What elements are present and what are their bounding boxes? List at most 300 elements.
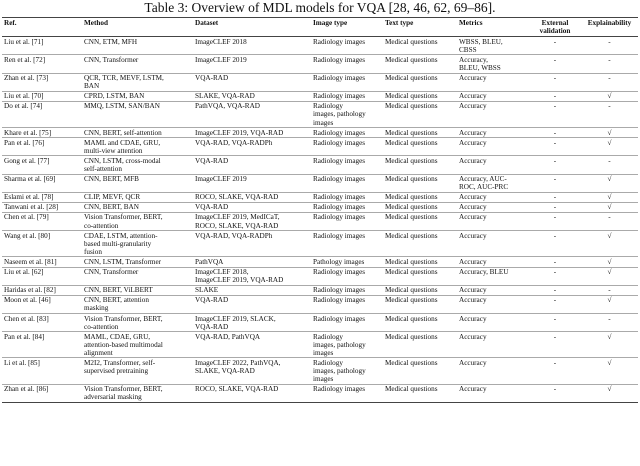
dataset-cell <box>193 91 311 101</box>
method-cell <box>82 267 193 285</box>
explainability-cell: - <box>581 156 638 174</box>
method-cell <box>82 314 193 332</box>
method-cell-line: BAN <box>84 82 100 91</box>
method-cell-line: CPRD, LSTM, BAN <box>84 92 145 101</box>
text-type-cell: Medical questions <box>383 101 457 127</box>
image-type-cell <box>311 101 383 127</box>
table-row <box>2 202 638 212</box>
text-type-cell: Medical questions <box>383 267 457 285</box>
image-type-cell <box>311 295 383 313</box>
image-type-cell-line: Radiology images <box>313 296 366 305</box>
method-cell-line: MMQ, LSTM, SAN/BAN <box>84 102 160 111</box>
dataset-cell <box>193 73 311 91</box>
table-row <box>2 295 638 313</box>
method-cell <box>82 156 193 174</box>
method-cell <box>82 55 193 73</box>
metrics-cell-line: ROC, AUC-PRC <box>459 183 509 192</box>
dataset-cell <box>193 314 311 332</box>
image-type-cell <box>311 358 383 384</box>
image-type-cell <box>311 384 383 402</box>
metrics-cell-line: Accuracy <box>459 128 487 137</box>
table-row <box>2 101 638 127</box>
explainability-cell: √ <box>581 384 638 402</box>
method-cell <box>82 202 193 212</box>
external-validation-cell: - <box>529 192 581 202</box>
text-type-cell: Medical questions <box>383 314 457 332</box>
text-type-cell: Medical questions <box>383 257 457 267</box>
method-cell-line: supervised pretraining <box>84 367 149 376</box>
table-row <box>2 332 638 358</box>
method-cell-line: MAML, CDAE, GRU, <box>84 332 151 341</box>
image-type-cell-line: Radiology <box>313 358 343 367</box>
explainability-cell: √ <box>581 138 638 156</box>
method-cell <box>82 257 193 267</box>
image-type-cell-line: Radiology images <box>313 314 366 323</box>
external-validation-cell: - <box>529 91 581 101</box>
metrics-cell <box>457 37 529 55</box>
metrics-cell <box>457 267 529 285</box>
ref-cell: Pan et al. [76] <box>2 138 82 156</box>
dataset-cell-line: VQA-RAD <box>195 322 229 331</box>
method-cell <box>82 37 193 55</box>
text-type-cell: Medical questions <box>383 332 457 358</box>
ref-cell: Naseem et al. [81] <box>2 257 82 267</box>
image-type-cell-line: Radiology images <box>313 268 366 277</box>
dataset-cell-line: VQA-RAD, PathVQA <box>195 332 261 341</box>
external-validation-cell: - <box>529 314 581 332</box>
external-validation-cell: - <box>529 156 581 174</box>
dataset-cell-line: VQA-RAD <box>195 203 229 212</box>
metrics-cell-line: Accuracy <box>459 193 487 202</box>
image-type-cell-line: Radiology <box>313 332 343 341</box>
table-row <box>2 257 638 267</box>
dataset-cell-line: ImageCLEF 2022, PathVQA, <box>195 358 281 367</box>
ref-cell: Tanwani et al. [28] <box>2 202 82 212</box>
dataset-cell <box>193 174 311 192</box>
header-explainability: Explainability <box>581 18 638 37</box>
text-type-cell: Medical questions <box>383 156 457 174</box>
method-cell-line: co-attention <box>84 221 119 230</box>
external-validation-cell: - <box>529 138 581 156</box>
external-validation-cell: - <box>529 358 581 384</box>
ref-cell: Wang et al. [80] <box>2 231 82 257</box>
table-row <box>2 128 638 138</box>
explainability-cell: √ <box>581 202 638 212</box>
header-image-type: Image type <box>311 18 383 37</box>
metrics-cell-line: Accuracy <box>459 203 487 212</box>
method-cell-line: MAML and CDAE, GRU, <box>84 138 161 147</box>
metrics-cell-line: Accuracy <box>459 332 487 341</box>
metrics-cell-line: Accuracy, <box>459 55 488 64</box>
dataset-cell <box>193 37 311 55</box>
table-caption: Table 3: Overview of MDL models for VQA [28, 46, 62, 69–86]. <box>144 0 496 15</box>
method-cell-line: co-attention <box>84 322 119 331</box>
image-type-cell <box>311 192 383 202</box>
image-type-cell-line: Radiology images <box>313 156 366 165</box>
table-row <box>2 37 638 55</box>
dataset-cell-line: VQA-RAD <box>195 296 229 305</box>
explainability-cell: - <box>581 101 638 127</box>
ref-cell: Pan et al. [84] <box>2 332 82 358</box>
image-type-cell-line: Radiology images <box>313 92 366 101</box>
method-cell-line: Vision Transformer, BERT, <box>84 213 163 222</box>
image-type-cell-line: images, pathology <box>313 340 366 349</box>
external-validation-cell: - <box>529 73 581 91</box>
ref-cell: Eslami et al. [78] <box>2 192 82 202</box>
dataset-cell <box>193 128 311 138</box>
external-validation-cell: - <box>529 101 581 127</box>
dataset-cell-line: VQA-RAD, VQA-RADPh <box>195 138 273 147</box>
method-cell <box>82 295 193 313</box>
table-row <box>2 267 638 285</box>
dataset-cell-line: ImageCLEF 2019, MedICaT, <box>195 213 280 222</box>
explainability-cell: √ <box>581 332 638 358</box>
image-type-cell <box>311 73 383 91</box>
image-type-cell <box>311 314 383 332</box>
ref-cell: Zhan et al. [86] <box>2 384 82 402</box>
metrics-cell-line: Accuracy <box>459 385 487 394</box>
ref-cell: Khare et al. [75] <box>2 128 82 138</box>
method-cell-line: CNN, ETM, MFH <box>84 37 138 46</box>
explainability-cell: √ <box>581 267 638 285</box>
table-body <box>2 37 638 403</box>
dataset-cell-line: ImageCLEF 2019, VQA-RAD <box>195 128 284 137</box>
external-validation-cell: - <box>529 37 581 55</box>
method-cell-line: Vision Transformer, BERT, <box>84 314 163 323</box>
image-type-cell-line: images <box>313 375 334 384</box>
method-cell-line: Vision Transformer, BERT, <box>84 385 163 394</box>
method-cell-line: masking <box>84 304 109 313</box>
header-ref: Ref. <box>2 18 82 37</box>
method-cell-line: fusion <box>84 247 102 256</box>
header-row <box>2 18 638 37</box>
explainability-cell: - <box>581 212 638 230</box>
method-cell-line: CNN, BERT, ViLBERT <box>84 286 153 295</box>
image-type-cell-line: Radiology images <box>313 37 366 46</box>
metrics-cell-line: Accuracy <box>459 74 487 83</box>
explainability-cell: √ <box>581 257 638 267</box>
table-row <box>2 384 638 402</box>
text-type-cell: Medical questions <box>383 358 457 384</box>
text-type-cell: Medical questions <box>383 73 457 91</box>
external-validation-cell: - <box>529 128 581 138</box>
table-row <box>2 358 638 384</box>
dataset-cell <box>193 358 311 384</box>
image-type-cell-line: Radiology images <box>313 128 366 137</box>
metrics-cell <box>457 101 529 127</box>
metrics-cell-line: Accuracy <box>459 231 487 240</box>
dataset-cell-line: ImageCLEF 2018, <box>195 268 249 277</box>
method-cell-line: attention-based multimodal <box>84 340 163 349</box>
dataset-cell <box>193 285 311 295</box>
method-cell-line: CNN, LSTM, cross-modal <box>84 156 161 165</box>
dataset-cell-line: PathVQA, VQA-RAD <box>195 102 260 111</box>
metrics-cell <box>457 314 529 332</box>
external-validation-cell: - <box>529 257 581 267</box>
metrics-cell-line: Accuracy <box>459 102 487 111</box>
header-metrics: Metrics <box>457 18 529 37</box>
text-type-cell: Medical questions <box>383 202 457 212</box>
image-type-cell-line: Radiology images <box>313 385 366 394</box>
explainability-cell: √ <box>581 192 638 202</box>
dataset-cell-line: ImageCLEF 2019, SLACK, <box>195 314 276 323</box>
image-type-cell-line: images <box>313 348 334 357</box>
dataset-cell <box>193 295 311 313</box>
metrics-cell-line: BLEU, WBSS <box>459 63 501 72</box>
metrics-cell <box>457 91 529 101</box>
metrics-cell <box>457 128 529 138</box>
table-row <box>2 91 638 101</box>
table-row <box>2 55 638 73</box>
dataset-cell <box>193 101 311 127</box>
metrics-cell-line: Accuracy <box>459 92 487 101</box>
table-row <box>2 285 638 295</box>
external-validation-cell: - <box>529 231 581 257</box>
method-cell <box>82 384 193 402</box>
method-cell <box>82 192 193 202</box>
external-validation-cell: - <box>529 384 581 402</box>
metrics-cell <box>457 285 529 295</box>
metrics-cell <box>457 174 529 192</box>
metrics-cell-line: WBSS, BLEU, <box>459 37 503 46</box>
metrics-cell-line: Accuracy, AUC- <box>459 175 507 184</box>
image-type-cell-line: Radiology images <box>313 74 366 83</box>
metrics-cell-line: Accuracy <box>459 358 487 367</box>
method-cell-line: based multi-granularity <box>84 239 152 248</box>
image-type-cell <box>311 332 383 358</box>
metrics-cell <box>457 384 529 402</box>
metrics-cell-line: Accuracy <box>459 257 487 266</box>
dataset-cell-line: ROCO, SLAKE, VQA-RAD <box>195 385 279 394</box>
dataset-cell <box>193 202 311 212</box>
dataset-cell-line: ROCO, SLAKE, VQA-RAD <box>195 221 279 230</box>
metrics-cell <box>457 212 529 230</box>
dataset-cell-line: SLAKE, VQA-RAD <box>195 367 255 376</box>
ref-cell: Liu et al. [71] <box>2 37 82 55</box>
image-type-cell-line: Radiology <box>313 102 343 111</box>
dataset-cell-line: ImageCLEF 2019 <box>195 55 247 64</box>
metrics-cell <box>457 138 529 156</box>
dataset-cell-line: SLAKE <box>195 286 219 295</box>
metrics-cell <box>457 257 529 267</box>
image-type-cell <box>311 202 383 212</box>
image-type-cell-line: Radiology images <box>313 138 366 147</box>
image-type-cell <box>311 231 383 257</box>
text-type-cell: Medical questions <box>383 91 457 101</box>
header-dataset: Dataset <box>193 18 311 37</box>
text-type-cell: Medical questions <box>383 285 457 295</box>
method-cell <box>82 212 193 230</box>
metrics-cell <box>457 192 529 202</box>
explainability-cell: √ <box>581 91 638 101</box>
dataset-cell-line: SLAKE, VQA-RAD <box>195 92 255 101</box>
text-type-cell: Medical questions <box>383 384 457 402</box>
header-external-validation <box>529 18 581 37</box>
text-type-cell: Medical questions <box>383 174 457 192</box>
external-validation-cell: - <box>529 55 581 73</box>
table-row <box>2 174 638 192</box>
ref-cell: Gong et al. [77] <box>2 156 82 174</box>
method-cell-line: alignment <box>84 348 113 357</box>
table-row <box>2 192 638 202</box>
image-type-cell-line: Radiology images <box>313 231 366 240</box>
method-cell-line: self-attention <box>84 165 122 173</box>
text-type-cell: Medical questions <box>383 231 457 257</box>
image-type-cell <box>311 174 383 192</box>
image-type-cell-line: Radiology images <box>313 175 366 184</box>
metrics-cell-line: Accuracy <box>459 138 487 147</box>
text-type-cell: Medical questions <box>383 138 457 156</box>
external-validation-cell: - <box>529 332 581 358</box>
image-type-cell <box>311 212 383 230</box>
explainability-cell: √ <box>581 174 638 192</box>
dataset-cell-line: ImageCLEF 2019 <box>195 175 247 184</box>
external-validation-cell: - <box>529 295 581 313</box>
dataset-cell-line: ROCO, SLAKE, VQA-RAD <box>195 193 279 202</box>
method-cell <box>82 138 193 156</box>
external-validation-cell: - <box>529 174 581 192</box>
ref-cell: Liu et al. [70] <box>2 91 82 101</box>
dataset-cell <box>193 267 311 285</box>
text-type-cell: Medical questions <box>383 192 457 202</box>
image-type-cell-line: images <box>313 118 334 127</box>
metrics-cell-line: CBSS <box>459 45 477 54</box>
method-cell <box>82 231 193 257</box>
explainability-cell: √ <box>581 295 638 313</box>
table-row <box>2 231 638 257</box>
metrics-cell <box>457 156 529 174</box>
method-cell <box>82 332 193 358</box>
dataset-cell <box>193 257 311 267</box>
method-cell-line: CNN, BERT, BAN <box>84 203 139 212</box>
text-type-cell: Medical questions <box>383 212 457 230</box>
table-row <box>2 156 638 174</box>
header-external-validation-line: validation <box>539 27 571 36</box>
method-cell <box>82 358 193 384</box>
metrics-cell <box>457 332 529 358</box>
method-cell <box>82 101 193 127</box>
image-type-cell-line: Radiology images <box>313 193 366 202</box>
dataset-cell <box>193 332 311 358</box>
method-cell-line: CDAE, LSTM, attention- <box>84 231 158 240</box>
text-type-cell: Medical questions <box>383 55 457 73</box>
method-cell <box>82 285 193 295</box>
text-type-cell: Medical questions <box>383 128 457 138</box>
image-type-cell <box>311 156 383 174</box>
metrics-cell <box>457 202 529 212</box>
image-type-cell <box>311 128 383 138</box>
ref-cell: Haridas et al. [82] <box>2 285 82 295</box>
dataset-cell-line: VQA-RAD, VQA-RADPh <box>195 231 273 240</box>
image-type-cell-line: images, pathology <box>313 367 366 376</box>
image-type-cell <box>311 138 383 156</box>
external-validation-cell: - <box>529 267 581 285</box>
metrics-cell <box>457 55 529 73</box>
dataset-cell-line: ImageCLEF 2018 <box>195 37 247 46</box>
method-cell-line: CLIP, MEVF, QCR <box>84 193 141 202</box>
dataset-cell <box>193 384 311 402</box>
table-row <box>2 212 638 230</box>
method-cell-line: CNN, Transformer <box>84 268 139 277</box>
method-cell <box>82 91 193 101</box>
metrics-cell <box>457 295 529 313</box>
dataset-cell-line: PathVQA <box>195 257 224 266</box>
method-cell-line: QCR, TCR, MEVF, LSTM, <box>84 74 164 83</box>
metrics-cell <box>457 358 529 384</box>
image-type-cell <box>311 267 383 285</box>
method-cell-line: multi-view attention <box>84 146 143 155</box>
dataset-cell <box>193 138 311 156</box>
image-type-cell-line: Radiology images <box>313 213 366 222</box>
explainability-cell: - <box>581 285 638 295</box>
dataset-cell <box>193 212 311 230</box>
metrics-cell-line: Accuracy <box>459 213 487 222</box>
dataset-cell-line: ImageCLEF 2019, VQA-RAD <box>195 276 284 285</box>
header-text-type: Text type <box>383 18 457 37</box>
dataset-cell <box>193 55 311 73</box>
explainability-cell: - <box>581 314 638 332</box>
ref-cell: Zhan et al. [73] <box>2 73 82 91</box>
method-cell <box>82 128 193 138</box>
ref-cell: Chen et al. [83] <box>2 314 82 332</box>
external-validation-cell: - <box>529 202 581 212</box>
table-row <box>2 73 638 91</box>
explainability-cell: - <box>581 37 638 55</box>
metrics-cell-line: Accuracy, BLEU <box>459 268 509 277</box>
image-type-cell-line: Radiology images <box>313 55 366 64</box>
method-cell-line: CNN, BERT, self-attention <box>84 128 162 137</box>
ref-cell: Do et al. [74] <box>2 101 82 127</box>
mdl-vqa-table <box>2 17 638 403</box>
ref-cell: Moon et al. [46] <box>2 295 82 313</box>
header-external-validation-line: External <box>541 19 569 27</box>
dataset-cell-line: VQA-RAD <box>195 74 229 83</box>
image-type-cell <box>311 257 383 267</box>
method-cell-line: CNN, LSTM, Transformer <box>84 257 162 266</box>
external-validation-cell: - <box>529 285 581 295</box>
ref-cell: Ren et al. [72] <box>2 55 82 73</box>
method-cell-line: CNN, BERT, MFB <box>84 175 139 184</box>
method-cell <box>82 73 193 91</box>
explainability-cell: - <box>581 73 638 91</box>
ref-cell: Sharma et al. [69] <box>2 174 82 192</box>
method-cell-line: CNN, Transformer <box>84 55 139 64</box>
image-type-cell <box>311 91 383 101</box>
image-type-cell-line: Pathology images <box>313 257 365 266</box>
method-cell-line: CNN, BERT, attention <box>84 296 149 305</box>
metrics-cell-line: Accuracy <box>459 296 487 305</box>
ref-cell: Liu et al. [62] <box>2 267 82 285</box>
image-type-cell-line: Radiology images <box>313 203 366 212</box>
ref-cell: Chen et al. [79] <box>2 212 82 230</box>
dataset-cell <box>193 156 311 174</box>
external-validation-cell: - <box>529 212 581 230</box>
explainability-cell: √ <box>581 231 638 257</box>
image-type-cell <box>311 37 383 55</box>
image-type-cell-line: Radiology images <box>313 286 366 295</box>
metrics-cell-line: Accuracy <box>459 286 487 295</box>
ref-cell: Li et al. [85] <box>2 358 82 384</box>
image-type-cell <box>311 55 383 73</box>
table-row <box>2 138 638 156</box>
method-cell-line: M2I2, Transformer, self- <box>84 358 156 367</box>
header-method: Method <box>82 18 193 37</box>
metrics-cell <box>457 73 529 91</box>
explainability-cell: √ <box>581 128 638 138</box>
dataset-cell-line: VQA-RAD <box>195 156 229 165</box>
method-cell <box>82 174 193 192</box>
text-type-cell: Medical questions <box>383 295 457 313</box>
